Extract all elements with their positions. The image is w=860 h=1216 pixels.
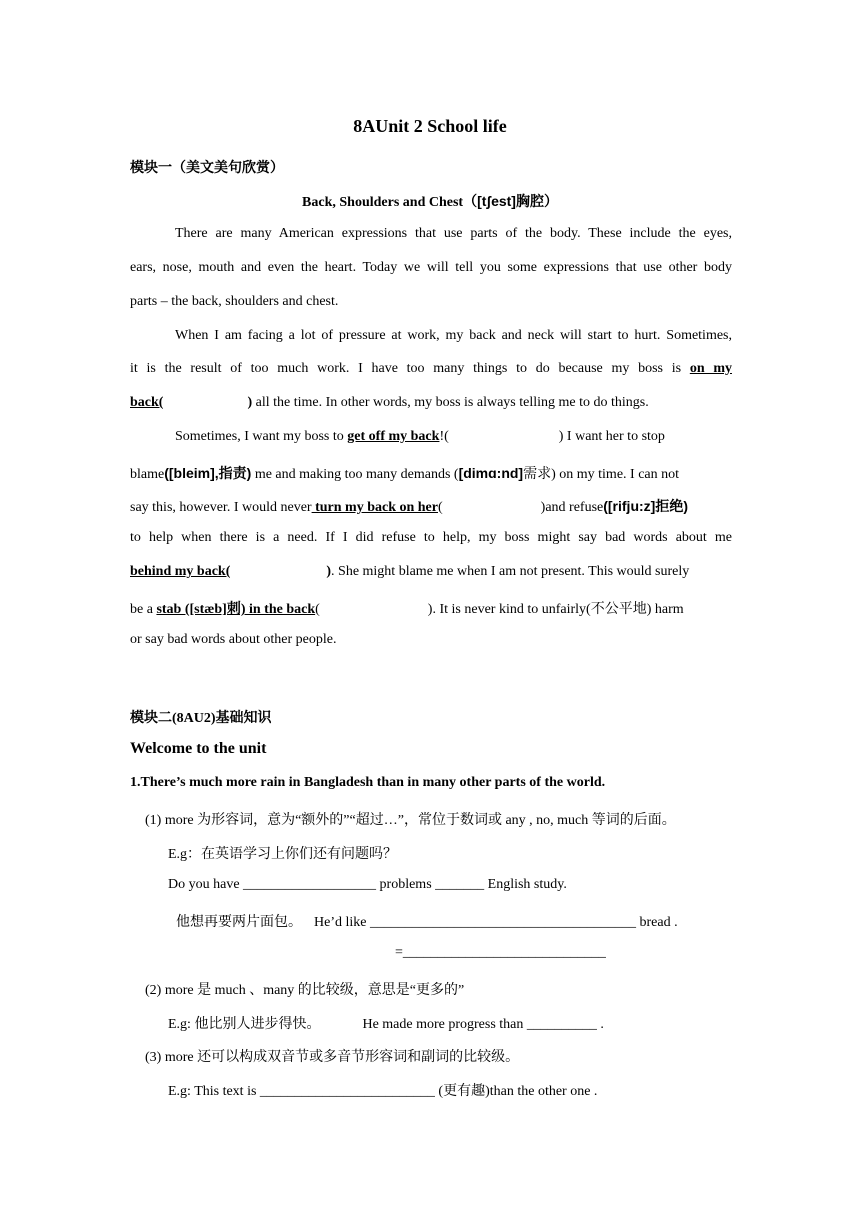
ipa-blame: ([bleim],指责) — [164, 465, 252, 481]
article-title — [0, 191, 860, 211]
para3-line2 — [130, 463, 679, 483]
article-title-end: ） — [543, 195, 558, 210]
para3-line2-c: 需求) on my time. I can not — [523, 467, 680, 482]
para3-line1 — [175, 429, 665, 445]
module2-heading: 模块二(8AU2)基础知识 — [130, 711, 272, 726]
para1-line3: parts – the back, shoulders and chest. — [130, 294, 339, 309]
blank-close-2: ) — [326, 564, 332, 579]
para3-line1-a: Sometimes, I want my boss to — [175, 429, 348, 444]
document-title: 8AUnit 2 School life — [353, 116, 507, 136]
exercise-2-alt: =_____________________________ — [395, 945, 606, 960]
para2-line2 — [130, 361, 732, 377]
para2-line3 — [130, 395, 649, 411]
welcome-heading: Welcome to the unit — [130, 740, 267, 757]
para3-line3-b: ( — [437, 500, 443, 515]
example-2 — [168, 1013, 604, 1033]
blank-close-1: ) — [247, 395, 253, 410]
para3-line6-c: ). It is never kind to unfairly(不公平地) harm — [427, 602, 684, 617]
para3-line6 — [130, 598, 684, 618]
article-title-en: Back, Shoulders and Chest（ — [302, 195, 478, 210]
para3-line3 — [130, 496, 688, 516]
exercise-2-en: He’d like ______________________________________ bread . — [314, 915, 678, 930]
para1-line2: ears, nose, mouth and even the heart. Today we will tell you some expressions that use other body — [130, 260, 732, 275]
phrase-back: back( — [130, 395, 164, 410]
para3-line2-a: blame — [130, 467, 165, 482]
para2-line2-text: it is the result of too much work. I have too many things to do because my boss is — [130, 361, 690, 376]
point-1: (1) more 为形容词，意为“额外的”“超过…”，常位于数词或 any , no, much 等词的后面。 — [145, 813, 676, 828]
exercise-2-cn: 他想再要两片面包。 — [176, 915, 302, 930]
para3-line6-a: be a — [130, 602, 157, 617]
point-3: (3) more 还可以构成双音节或多音节形容词和副词的比较级。 — [145, 1050, 520, 1065]
phrase-turn-my-back-on-her: turn my back on her — [311, 500, 438, 515]
para3-line3-c: )and refuse — [540, 500, 604, 515]
example-3: E.g: This text is _________________________ (更有趣)than the other one . — [168, 1084, 598, 1099]
phrase-on-my-back: on my — [689, 361, 732, 376]
para3-line1-b: !( — [439, 429, 449, 444]
ipa-refuse: ([rifju:z]拒绝) — [603, 498, 688, 514]
para2-line1: When I am facing a lot of pressure at work, my back and neck will start to hurt. Sometimes, — [175, 328, 732, 343]
para3-line3-a: say this, however. I would never — [130, 500, 312, 515]
exercise-2 — [176, 911, 678, 931]
para3-line7: or say bad words about other people. — [130, 632, 337, 647]
para3-line1-c: ) I want her to stop — [558, 429, 665, 444]
para2-line3-text: all the time. In other words, my boss is always telling me to do things. — [252, 395, 649, 410]
article-title-ipa: [tʃest]胸腔 — [477, 193, 544, 209]
exercise-1: Do you have ___________________ problems _______ English study. — [168, 877, 567, 892]
para3-line4: to help when there is a need. If I did refuse to help, my boss might say bad words about me — [130, 530, 732, 545]
para3-line5-text: . She might blame me when I am not present. This would surely — [331, 564, 690, 579]
module1-heading: 模块一（美文美句欣赏） — [130, 161, 284, 176]
phrase-get-off-my-back: get off my back — [347, 429, 440, 444]
example-2-cn: E.g: 他比别人进步得快。 — [168, 1017, 321, 1032]
para1-line1: There are many American expressions that use parts of the body. These include the eyes, — [175, 226, 732, 241]
para3-line2-b: me and making too many demands ( — [251, 467, 459, 482]
ipa-demand: [dimɑ:nd] — [458, 465, 524, 481]
para3-line6-b: ( — [315, 602, 320, 617]
example-1: E.g：在英语学习上你们还有问题吗？ — [168, 847, 398, 862]
point-2: (2) more 是 much 、many 的比较级，意思是“更多的” — [145, 983, 465, 998]
phrase-behind-my-back: behind my back( — [130, 564, 231, 579]
phrase-stab-in-the-back: stab ([stæb]刺) in the back — [156, 602, 316, 617]
para3-line5 — [130, 564, 689, 580]
example-2-en: He made more progress than __________ . — [362, 1017, 604, 1032]
item1-sentence: 1.There’s much more rain in Bangladesh than in many other parts of the world. — [130, 775, 606, 790]
